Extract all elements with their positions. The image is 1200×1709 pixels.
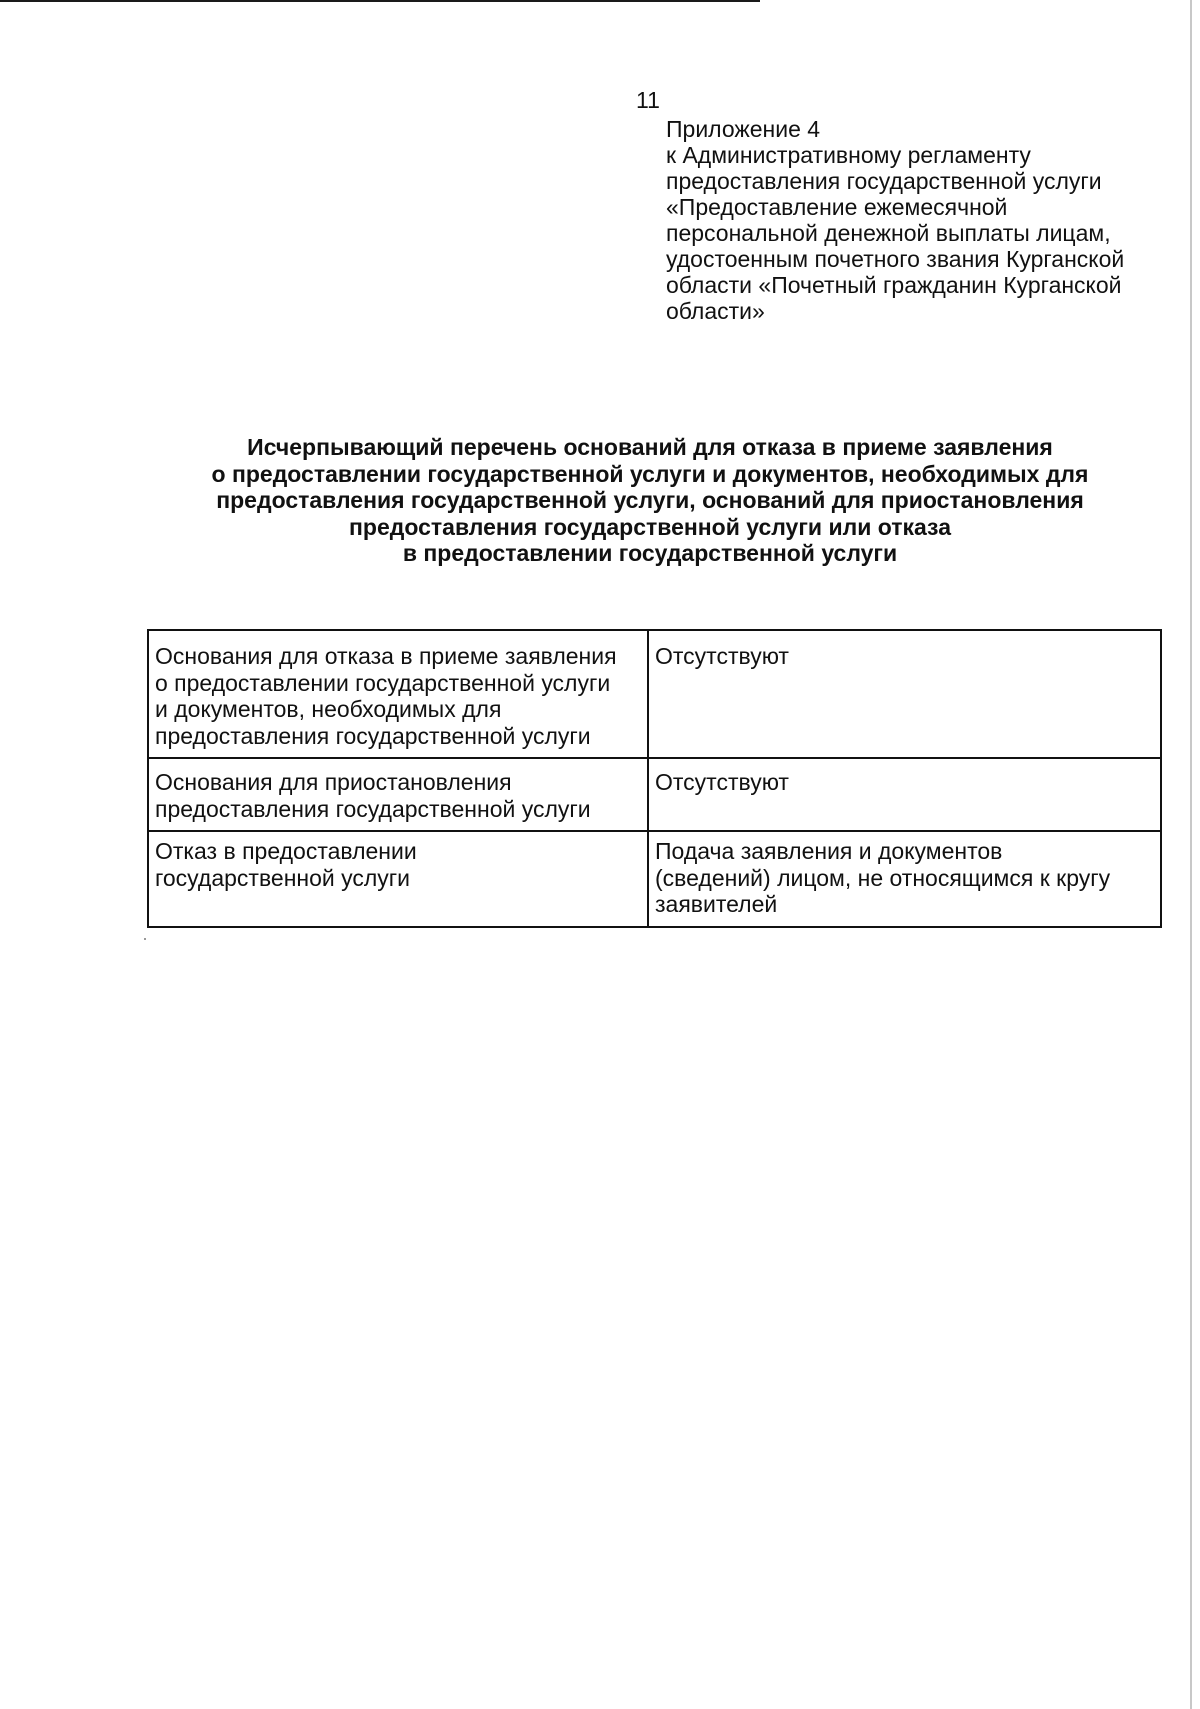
appendix-line: персональной денежной выплаты лицам, [666,220,1111,246]
cell-line: Отказ в предоставлении [155,838,417,864]
cell-line: о предоставлении государственной услуги [155,669,611,696]
table-cell-value [648,831,1161,927]
page-number: 11 [636,87,660,113]
title-line: в предоставлении государственной услуги [402,540,898,566]
scan-edge-top [0,0,760,2]
table-cell-value [648,758,1161,831]
cell-line: государственной услуги [155,864,411,891]
title-line: предоставления государственной услуги или отказа [349,513,951,540]
appendix-line: предоставления государственной услуги [666,168,1102,194]
cell-line: заявителей [655,891,778,917]
cell-line: Отсутствуют [655,769,789,795]
appendix-note [666,116,1186,324]
cell-line: Основания для приостановления [155,769,512,795]
appendix-line: «Предоставление ежемесячной [666,194,1008,220]
table-cell-ground [148,758,648,831]
cell-line: (сведений) лицом, не относящимся к кругу [655,864,1111,891]
cell-line: Основания для отказа в приеме заявления [155,643,617,669]
appendix-line: к Административному регламенту [666,142,1031,168]
table-cell-ground [148,630,648,758]
grounds-table [147,629,1162,928]
table-cell-value [648,630,1161,758]
title-line: Исчерпывающий перечень оснований для отказа в приеме заявления [247,434,1053,460]
cell-line: предоставления государственной услуги [155,722,591,749]
cell-line: предоставления государственной услуги [155,795,591,822]
scan-speck [144,938,146,940]
title-line: предоставления государственной услуги, оснований для приостановления [216,487,1084,513]
table-row [148,831,1161,927]
table-row [148,758,1161,831]
table-row [148,630,1161,758]
document-title [150,434,1150,567]
cell-line: Отсутствуют [655,643,789,669]
appendix-line: области» [666,298,765,324]
cell-line: и документов, необходимых для [155,696,502,722]
appendix-line: Приложение 4 [666,116,821,142]
title-line: о предоставлении государственной услуги и документов, необходимых для [211,460,1089,487]
appendix-line: удостоенным почетного звания Курганской [666,246,1125,272]
table-cell-ground [148,831,648,927]
scan-edge-right [1190,0,1192,1709]
appendix-line: области «Почетный гражданин Курганской [666,272,1122,298]
cell-line: Подача заявления и документов [655,838,1003,864]
